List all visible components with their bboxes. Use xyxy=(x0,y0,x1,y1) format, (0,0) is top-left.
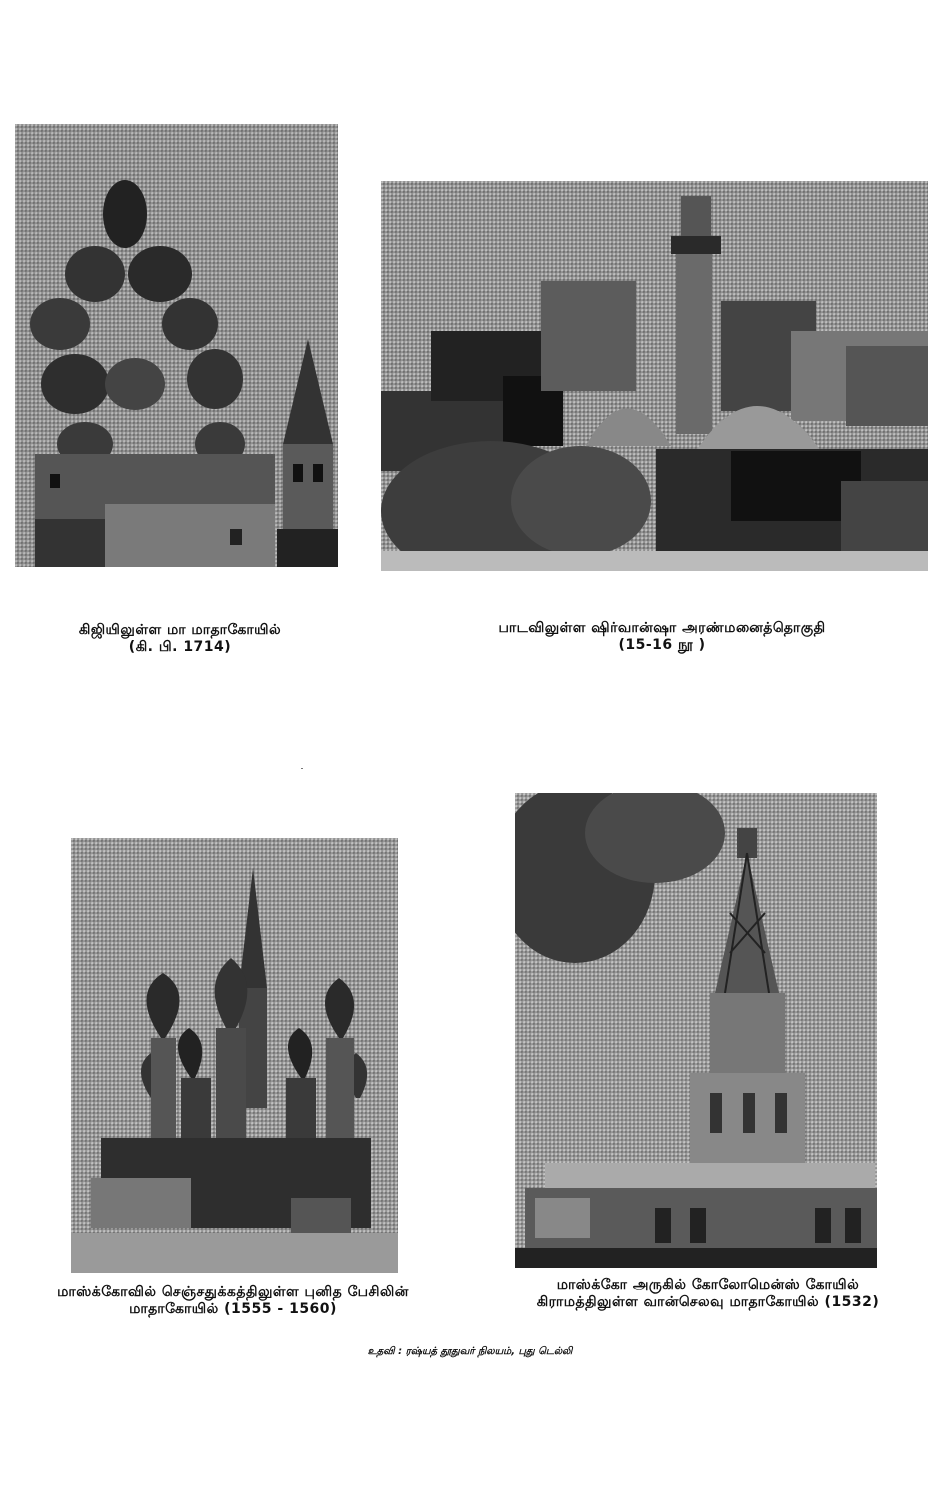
photo-kizhi-church xyxy=(15,124,338,567)
shirvanshah-palace-illustration xyxy=(381,181,928,571)
st-basil-cathedral-illustration xyxy=(71,838,398,1273)
photo-kolomenskoye-church xyxy=(515,793,877,1268)
print-speck xyxy=(301,768,303,769)
kizhi-church-illustration xyxy=(15,124,338,567)
caption-st-basil xyxy=(18,1284,448,1318)
kolomenskoye-church-illustration xyxy=(515,793,877,1268)
photo-shirvanshah-palace xyxy=(381,181,928,571)
caption-st-basil-line1: மாஸ்க்கோவில் செஞ்சதுக்கத்திலுள்ள புனித பேசிலின் xyxy=(57,1284,409,1300)
caption-shirvanshah-line1: பாடவிலுள்ள ஷிர்வான்ஷா அரண்மனைத்தொகுதி xyxy=(498,620,826,636)
caption-shirvanshah-line2: (15-16 நூ ) xyxy=(618,637,706,653)
caption-kolomenskoye xyxy=(498,1277,918,1311)
photo-credit: உதவி : ரஷ்யத் தூதுவர் நிலயம், புது டெல்லி xyxy=(367,1346,573,1357)
caption-kizhi xyxy=(30,622,330,656)
caption-kizhi-line1: கிஜியிலுள்ள மா மாதாகோயில் xyxy=(78,622,282,638)
caption-st-basil-line2: மாதாகோயில் (1555 - 1560) xyxy=(129,1301,337,1317)
caption-shirvanshah xyxy=(462,620,862,654)
caption-kolomenskoye-line2: கிராமத்திலுள்ள வான்செலவு மாதாகோயில் (1532) xyxy=(536,1294,880,1310)
photo-st-basil-cathedral xyxy=(71,838,398,1273)
caption-kolomenskoye-line1: மாஸ்க்கோ அருகில் கோலோமென்ஸ் கோயில் xyxy=(556,1277,860,1293)
caption-kizhi-line2: (கி. பி. 1714) xyxy=(128,639,232,655)
